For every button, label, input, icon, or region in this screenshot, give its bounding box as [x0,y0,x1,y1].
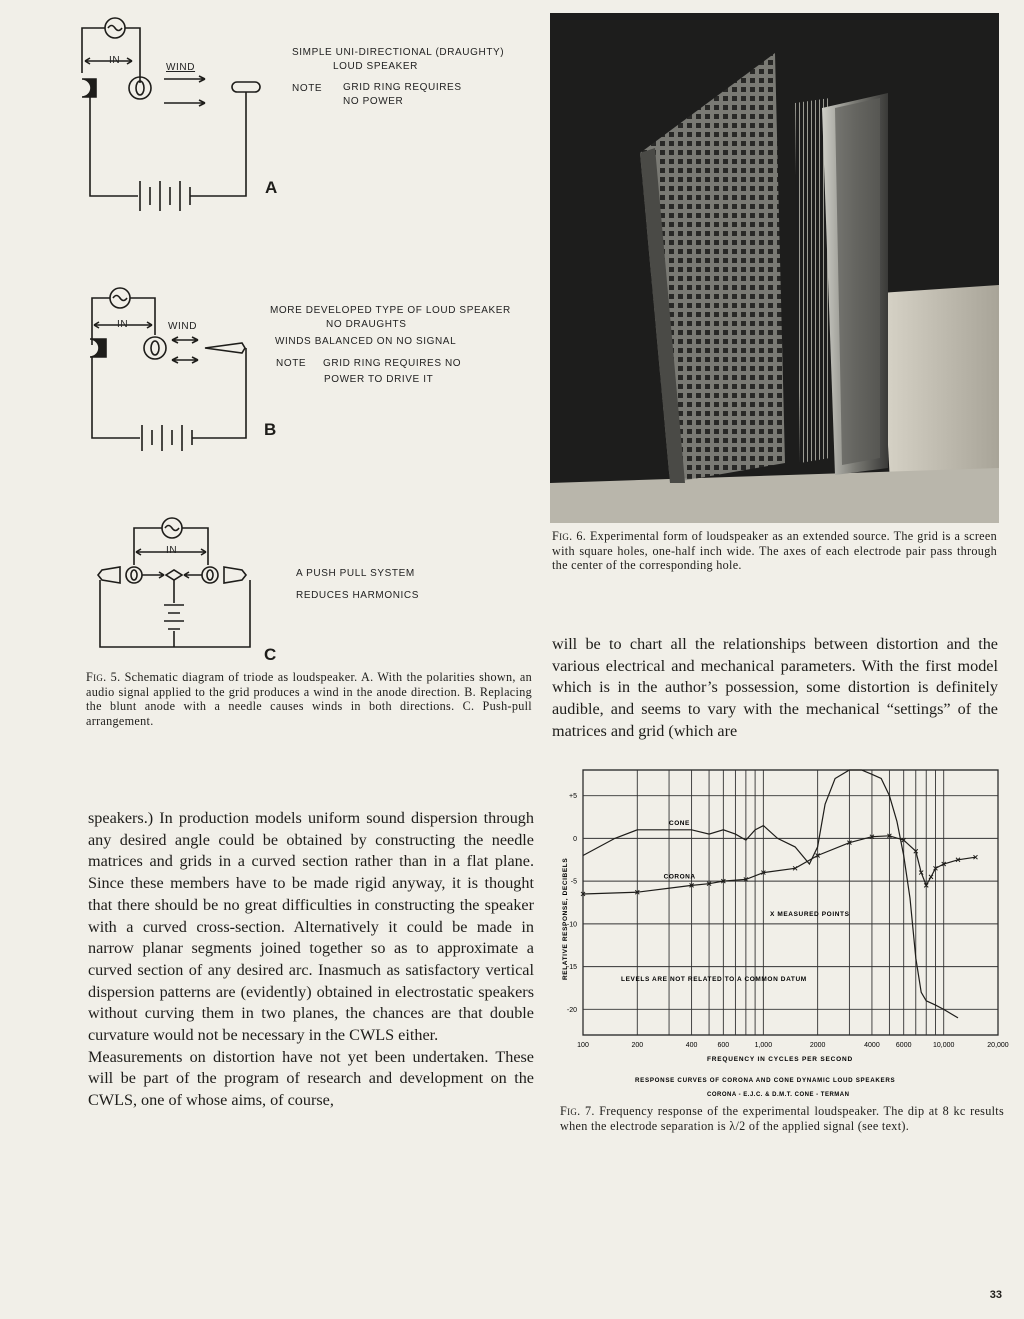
right-column-text: will be to chart all the relationships between distortion and the various electrical and mechanical parameters. With the first model which is in the author’s possession, some distortion is definitely audible, and seems to vary with the mechanical “settings” of the matrices and grid (which are [552,635,998,740]
fig6-caption-text: Experimental form of loudspeaker as an extended source. The grid is a screen with square holes, one-half inch wide. The axes of each electrode pair pass through the center of the corresponding hole. [552,529,997,573]
chart-x-tick-label: 10,000 [932,1042,955,1049]
chart-x-tick-label: 600 [717,1042,730,1049]
fig5-caption-label: Fig. 5. [86,670,121,684]
fig6-caption [552,529,997,573]
chart-x-tick-label: 100 [577,1042,589,1049]
diagram-a-in-label: IN [109,55,121,66]
page-number: 33 [989,1289,1002,1301]
chart-annotation-measured: X MEASURED POINTS [770,911,850,918]
chart-y-tick-label: -10 [566,921,577,929]
left-paragraph-2: Measurements on distortion have not yet been undertaken. These will be part of the program of research and development on the CWLS, one of whose aims, of course, [88,1047,534,1110]
diagram-c [90,515,270,665]
diagram-b-wind-label: WIND [168,321,198,332]
diagram-c-in-label: IN [166,545,178,556]
diagram-c-line-1: A PUSH PULL SYSTEM [296,568,415,579]
left-column-text [88,808,534,1112]
chart-x-tick-label: 6000 [895,1042,912,1049]
diagram-c-letter: C [264,645,277,664]
diagram-b-note-label: NOTE [276,358,307,369]
diagram-b-letter: B [264,420,277,439]
chart-y-tick-label: +5 [569,793,577,801]
diagram-c-line-2: REDUCES HARMONICS [296,590,419,601]
chart-y-tick-label: 0 [573,835,577,843]
fig6-caption-label: Fig. 6. [552,529,587,543]
diagram-b [80,285,270,470]
fig5-caption [86,670,532,728]
chart-series-label-cone: CONE [669,819,690,827]
diagram-a [60,15,280,215]
diagram-a-note-line-2: NO POWER [343,96,404,107]
chart-y-axis-label: RELATIVE RESPONSE, DECIBELS [562,857,569,980]
chart-x-tick-label: 200 [631,1042,644,1049]
chart-x-tick-label: 2000 [809,1042,826,1049]
fig6-photo [550,13,999,523]
chart-annotation-datum: LEVELS ARE NOT RELATED TO A COMMON DATUM [621,976,807,983]
chart-series-label-corona: CORONA [663,873,696,881]
diagram-b-line-3: WINDS BALANCED ON NO SIGNAL [275,336,457,347]
chart-x-tick-label: 20,000 [987,1042,1009,1049]
chart-x-tick-label: 4000 [864,1042,880,1049]
left-paragraph-1: speakers.) In production models uniform sound dispersion through any desired angle could be obtained by constructing the needle matrices and grids in a curved section rather than in a flat plane. Since these members have to be made rigid anyway, it is thought that there should be no great difficulties in constructing the speaker with a curved cross-section. Alternatively it could be made in narrow planar segments joined together so as to approximate a curved section of any desired arc. Inasmuch as satisfactory vertical dispersion patterns are (evidently) obtained in electrostatic speakers without curving them in two planes, the chances are that double curvature would not be necessary in the CWLS either. [88,809,534,1045]
chart-series-line-corona [583,836,976,894]
diagram-a-note-label: NOTE [292,83,323,94]
chart-y-tick-label: -5 [570,878,577,886]
chart-x-tick-label: 400 [685,1042,698,1049]
diagram-b-in-label: IN [117,319,129,330]
diagram-a-description-2: LOUD SPEAKER [333,61,419,72]
chart-x-tick-label: 1,000 [754,1042,773,1049]
fig7-caption [560,1104,1004,1133]
chart-grid [583,770,998,1035]
diagram-b-line-2: NO DRAUGHTS [326,319,407,330]
fig5-caption-text: Schematic diagram of triode as loudspeaker. A. With the polarities shown, an audio signal applied to the grid produces a wind in the anode direction. B. Replacing the blunt anode with a needle causes winds in both directions. C. Push-pull arrangement. [86,670,533,728]
diagram-a-note-line-1: GRID RING REQUIRES [343,82,462,93]
chart-point-corona [929,875,933,879]
diagram-a-description-1: SIMPLE UNI-DIRECTIONAL (DRAUGHTY) [292,47,505,58]
chart-title: RESPONSE CURVES OF CORONA AND CONE DYNAMIC LOUD SPEAKERS [635,1077,896,1084]
fig7-caption-label: Fig. 7. [560,1104,595,1118]
chart-y-tick-label: -20 [566,1006,577,1014]
diagram-b-note-line-2: POWER TO DRIVE IT [324,374,434,385]
chart-x-axis-label: FREQUENCY IN CYCLES PER SECOND [707,1056,853,1063]
fig7-frequency-response-chart [555,765,1015,1105]
chart-subtitle: CORONA - E.J.C. & D.M.T. CONE - TERMAN [707,1092,850,1098]
diagram-b-note-line-1: GRID RING REQUIRES NO [323,358,462,369]
fig7-caption-text: Frequency response of the experimental loudspeaker. The dip at 8 kc results when the electrode separation is λ/2 of the applied signal (see text). [560,1104,1004,1133]
diagram-a-letter: A [265,178,278,197]
chart-y-tick-label: -15 [566,964,577,972]
diagram-a-wind-label: WIND [166,62,196,73]
diagram-b-line-1: MORE DEVELOPED TYPE OF LOUD SPEAKER [270,305,511,316]
